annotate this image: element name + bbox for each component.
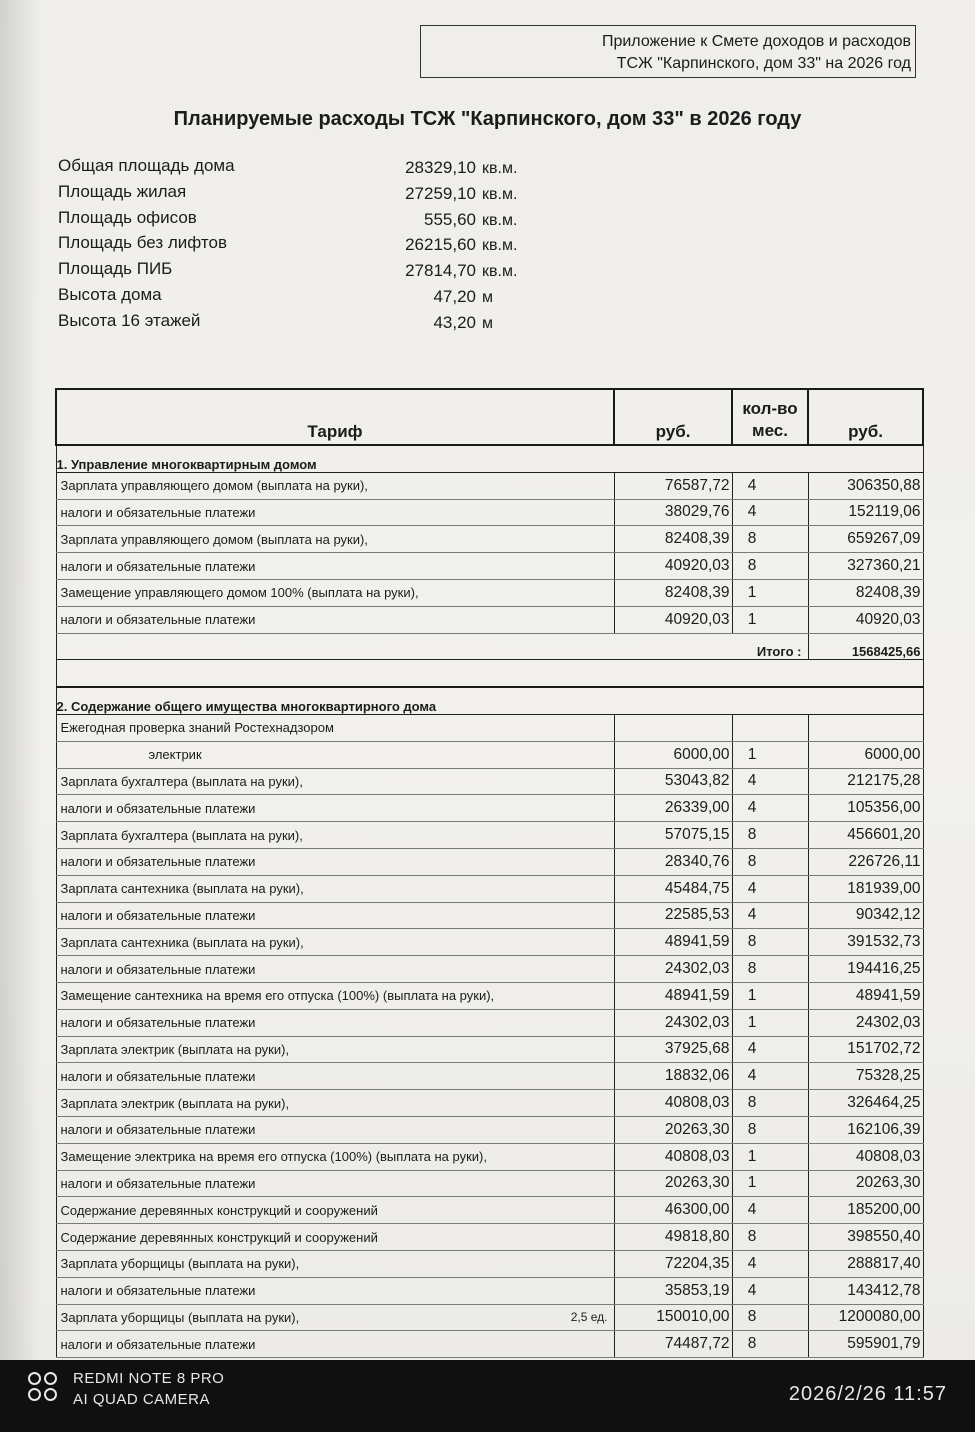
rate-cell: 45484,75 [614,875,732,902]
info-label: Высота 16 этажей [58,310,201,330]
info-label: Площадь ПИБ [58,259,173,279]
table-row [56,579,923,606]
total-label: Итого : [56,633,808,660]
sum-cell: 1200080,00 [808,1304,923,1331]
desc-cell [56,1277,614,1304]
header-months: кол-во мес. [732,389,808,445]
info-unit: кв.м. [482,185,518,203]
desc-cell [56,1331,614,1358]
months-cell: 4 [732,795,808,822]
desc-cell [56,741,614,768]
sum-cell: 398550,40 [808,1224,923,1251]
table-row [56,1090,923,1117]
table-row [56,1331,923,1358]
table-row [56,1116,923,1143]
info-unit: м [482,288,493,306]
desc-cell [56,1009,614,1036]
rate-cell: 26339,00 [614,795,732,822]
table-row [56,795,923,822]
row-description: Замещение электрика на время его отпуска (100%) (выплата на руки), [60,1149,487,1165]
sum-cell: 143412,78 [808,1277,923,1304]
table-row [56,526,923,553]
months-cell: 4 [732,1197,808,1224]
table-row [56,768,923,795]
sum-cell: 181939,00 [808,875,923,902]
months-cell: 8 [732,956,808,983]
sum-cell: 194416,25 [808,956,923,983]
months-cell: 8 [732,929,808,956]
rate-cell: 40808,03 [614,1143,732,1170]
info-row [58,208,578,234]
table-row [56,1009,923,1036]
info-unit: кв.м. [482,237,518,255]
row-description: Зарплата электрик (выплата на руки), [60,1095,290,1111]
info-row [58,259,578,285]
rate-cell: 76587,72 [614,472,732,499]
sum-cell: 90342,12 [808,902,923,929]
camera-label: AI QUAD CAMERA [73,1391,211,1408]
months-cell: 8 [732,1090,808,1117]
desc-cell [56,875,614,902]
info-value: 28329,10 [405,158,476,177]
total-row [56,633,923,660]
desc-cell [56,1197,614,1224]
rate-cell: 24302,03 [614,956,732,983]
row-description: налоги и обязательные платежи [60,1015,256,1031]
section-title: 2. Содержание общего имущества многоквартирного дома [56,687,923,714]
sum-cell: 105356,00 [808,795,923,822]
sum-cell: 75328,25 [808,1063,923,1090]
rate-cell: 18832,06 [614,1063,732,1090]
rate-cell: 37925,68 [614,1036,732,1063]
info-unit: кв.м. [482,263,518,281]
months-cell: 1 [732,741,808,768]
table-row [56,606,923,633]
camera-logo-icon [28,1372,62,1406]
rate-cell: 40920,03 [614,606,732,633]
rate-cell: 48941,59 [614,982,732,1009]
header-rub-sum: руб. [808,389,923,445]
building-info [58,156,578,337]
months-cell: 8 [732,526,808,553]
rate-cell: 20263,30 [614,1116,732,1143]
months-cell: 8 [732,1116,808,1143]
desc-cell [56,553,614,580]
info-value: 43,20 [433,312,476,332]
desc-cell [56,929,614,956]
info-row [58,182,578,208]
info-label: Площадь офисов [58,207,197,227]
table-row [56,1143,923,1170]
table-row [56,499,923,526]
sum-cell: 391532,73 [808,929,923,956]
rate-cell: 74487,72 [614,1331,732,1358]
desc-cell [56,822,614,849]
rate-cell: 82408,39 [614,579,732,606]
table-row [56,1197,923,1224]
sum-cell: 6000,00 [808,741,923,768]
desc-cell [56,606,614,633]
row-description: Зарплата управляющего домом (выплата на руки), [60,478,368,494]
sum-cell: 327360,21 [808,553,923,580]
row-description: электрик [148,747,202,763]
rate-cell: 49818,80 [614,1224,732,1251]
months-cell: 8 [732,1304,808,1331]
sum-cell: 306350,88 [808,472,923,499]
sum-cell: 151702,72 [808,1036,923,1063]
row-description: налоги и обязательные платежи [60,558,256,574]
table-row [56,1250,923,1277]
desc-cell [56,1116,614,1143]
page-shadow [0,0,40,1360]
table-row [56,875,923,902]
row-description: Зарплата сантехника (выплата на руки), [60,934,304,950]
table-row [56,982,923,1009]
sum-cell: 326464,25 [808,1090,923,1117]
row-note: 2,5 ед. [570,1309,608,1324]
total-value: 1568425,66 [808,633,923,660]
row-description: Зарплата уборщицы (выплата на руки), [60,1309,300,1325]
info-value: 27814,70 [405,261,476,281]
table-row [56,553,923,580]
document-title: Планируемые расходы ТСЖ "Карпинского, дом 33" в 2026 году [173,108,802,130]
table-row [56,1063,923,1090]
sum-cell: 24302,03 [808,1009,923,1036]
months-cell: 8 [732,1331,808,1358]
rate-cell: 82408,39 [614,526,732,553]
desc-cell [56,526,614,553]
table-row [56,929,923,956]
desc-cell [56,1036,614,1063]
table-row [56,741,923,768]
appendix-line-2: ТСЖ "Карпинского, дом 33" на 2026 год [616,55,911,72]
row-description: Зарплата сантехника (выплата на руки), [60,881,304,897]
section-title-row [56,445,923,472]
desc-cell [56,956,614,983]
months-cell: 4 [732,1036,808,1063]
months-cell: 1 [732,982,808,1009]
sum-cell: 48941,59 [808,982,923,1009]
months-cell: 4 [732,1250,808,1277]
rate-cell: 53043,82 [614,768,732,795]
desc-cell [56,1304,614,1331]
row-description: Содержание деревянных конструкций и сооружений [60,1202,378,1218]
row-description: налоги и обязательные платежи [60,504,256,520]
desc-cell [56,1143,614,1170]
months-cell: 8 [732,553,808,580]
row-description: Зарплата бухгалтера (выплата на руки), [60,773,303,789]
photo-timestamp: 2026/2/26 11:57 [788,1383,947,1405]
sum-cell: 40808,03 [808,1143,923,1170]
camera-watermark-text [73,1368,224,1410]
appendix-line-1: Приложение к Смете доходов и расходов [601,33,911,50]
spacer-row [56,660,923,687]
row-description: налоги и обязательные платежи [60,1336,256,1352]
row-description: налоги и обязательные платежи [60,1122,256,1138]
rate-cell: 24302,03 [614,1009,732,1036]
expenses-table [55,388,924,1358]
desc-cell [56,499,614,526]
desc-cell [56,1063,614,1090]
info-label: Площадь без лифтов [58,233,227,253]
rate-cell: 28340,76 [614,848,732,875]
sum-cell: 82408,39 [808,579,923,606]
desc-cell: Ежегодная проверка знаний Ростехнадзором [56,714,614,741]
rate-cell: 6000,00 [614,741,732,768]
months-cell: 8 [732,848,808,875]
table-row [56,1036,923,1063]
sum-cell: 20263,30 [808,1170,923,1197]
info-unit: кв.м. [482,160,518,177]
desc-cell [56,1090,614,1117]
info-value: 27259,10 [405,183,476,203]
row-description: Зарплата управляющего домом (выплата на руки), [60,531,368,547]
sum-cell: 162106,39 [808,1116,923,1143]
desc-cell [56,1250,614,1277]
table-row [56,1304,923,1331]
rate-cell: 22585,53 [614,902,732,929]
rate-cell: 46300,00 [614,1197,732,1224]
row-description: Замещение сантехника на время его отпуска (100%) (выплата на руки), [60,988,495,1004]
sum-cell: 595901,79 [808,1331,923,1358]
rate-cell: 48941,59 [614,929,732,956]
row-description: налоги и обязательные платежи [60,854,256,870]
rate-cell: 35853,19 [614,1277,732,1304]
row-description: налоги и обязательные платежи [60,1068,256,1084]
months-cell: 8 [732,822,808,849]
row-description: Зарплата бухгалтера (выплата на руки), [60,827,303,843]
months-cell: 1 [732,606,808,633]
table-row [56,902,923,929]
sum-cell: 185200,00 [808,1197,923,1224]
row-description: налоги и обязательные платежи [60,800,256,816]
rate-cell: 57075,15 [614,822,732,849]
info-row [58,311,578,337]
info-label: Высота дома [58,284,162,304]
row-description: налоги и обязательные платежи [60,612,256,628]
table-row [56,1277,923,1304]
rate-cell: 40920,03 [614,553,732,580]
table-row [56,714,923,741]
months-cell: 1 [732,1170,808,1197]
rate-cell: 72204,35 [614,1250,732,1277]
row-description: налоги и обязательные платежи [60,907,256,923]
row-description: Содержание деревянных конструкций и сооружений [60,1229,378,1245]
sum-cell: 288817,40 [808,1250,923,1277]
sum-cell: 226726,11 [808,848,923,875]
row-description: налоги и обязательные платежи [60,1175,256,1191]
rate-cell: 20263,30 [614,1170,732,1197]
info-row [58,285,578,311]
sum-cell: 212175,28 [808,768,923,795]
info-unit: кв.м. [482,211,518,229]
info-unit: м [482,314,493,332]
section-title-row [56,687,923,714]
sum-cell: 40920,03 [808,606,923,633]
desc-cell [56,982,614,1009]
header-rub-rate: руб. [614,389,732,445]
row-description: Зарплата уборщицы (выплата на руки), [60,1256,300,1272]
months-cell: 1 [732,579,808,606]
table-row [56,1170,923,1197]
info-value: 47,20 [433,286,476,306]
row-description: Зарплата электрик (выплата на руки), [60,1041,290,1057]
months-cell: 4 [732,472,808,499]
desc-cell [56,848,614,875]
info-value: 26215,60 [405,235,476,255]
desc-cell [56,472,614,499]
row-description: Замещение управляющего домом 100% (выплата на руки), [60,585,419,601]
months-cell: 4 [732,1277,808,1304]
months-cell: 8 [732,1224,808,1251]
table-header-row [56,389,923,445]
info-label: Площадь жилая [58,181,187,201]
info-row [58,233,578,259]
table-row [56,1224,923,1251]
info-value: 555,60 [424,209,476,229]
desc-cell [56,1224,614,1251]
sum-cell: 152119,06 [808,499,923,526]
section-title: 1. Управление многоквартирным домом [56,445,923,472]
table-row [56,472,923,499]
desc-cell [56,902,614,929]
camera-model: REDMI NOTE 8 PRO [73,1370,225,1387]
rate-cell: 40808,03 [614,1090,732,1117]
months-cell: 1 [732,1143,808,1170]
months-cell: 1 [732,1009,808,1036]
table-row [56,848,923,875]
row-description: налоги и обязательные платежи [60,961,256,977]
table-row [56,956,923,983]
appendix-box [420,25,916,78]
table-row [56,822,923,849]
months-cell: 4 [732,1063,808,1090]
desc-cell [56,579,614,606]
rate-cell: 38029,76 [614,499,732,526]
header-tariff: Тариф [56,389,614,445]
info-label: Общая площадь дома [58,156,235,175]
info-row [58,156,578,182]
sum-cell: 659267,09 [808,526,923,553]
desc-cell [56,768,614,795]
months-cell: 4 [732,768,808,795]
row-description: налоги и обязательные платежи [60,1283,256,1299]
desc-cell [56,795,614,822]
desc-cell [56,1170,614,1197]
sum-cell: 456601,20 [808,822,923,849]
months-cell: 4 [732,902,808,929]
months-cell: 4 [732,499,808,526]
rate-cell: 150010,00 [614,1304,732,1331]
months-cell: 4 [732,875,808,902]
